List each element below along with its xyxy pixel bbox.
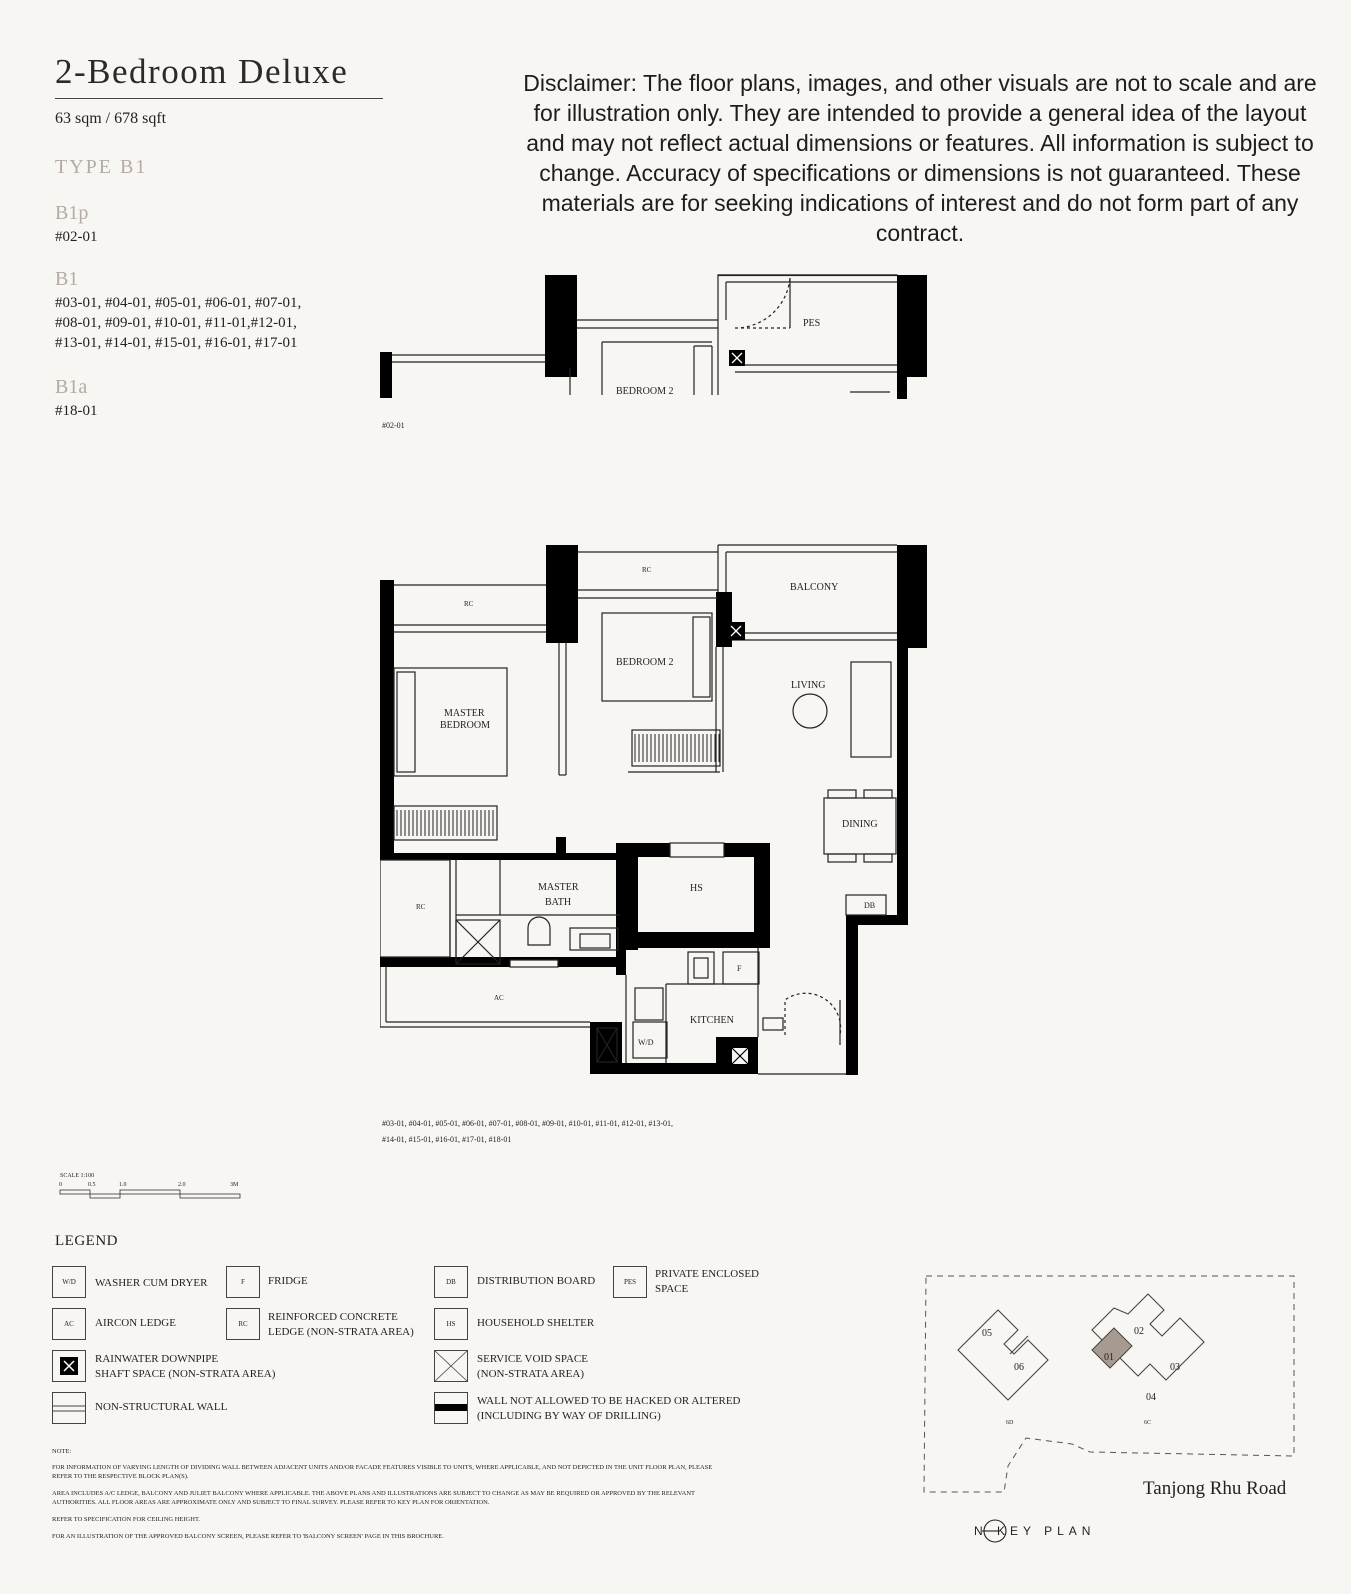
scale-tick: 1.0 bbox=[119, 1182, 127, 1188]
legend-pes-icon: PES bbox=[613, 1266, 647, 1298]
room-label-db: DB bbox=[864, 901, 876, 910]
room-label-kitchen: KITCHEN bbox=[690, 1015, 734, 1026]
legend-rc-icon: RC bbox=[226, 1308, 260, 1340]
room-label-washer-dryer: W/D bbox=[638, 1038, 654, 1047]
variant-name: B1p bbox=[55, 202, 89, 224]
variant-units: #18-01 bbox=[55, 403, 98, 419]
room-label-dining: DINING bbox=[842, 819, 878, 830]
note-line: REFER TO SPECIFICATION FOR CEILING HEIGHT. bbox=[52, 1516, 201, 1523]
legend-label: SPACE bbox=[655, 1283, 689, 1295]
legend-label: AIRCON LEDGE bbox=[95, 1317, 176, 1329]
road-label: Tanjong Rhu Road bbox=[1143, 1478, 1287, 1499]
page-title: 2-Bedroom Deluxe bbox=[55, 52, 349, 91]
legend-fridge-icon: F bbox=[226, 1266, 260, 1298]
room-label-balcony: BALCONY bbox=[790, 582, 839, 593]
legend-label: PRIVATE ENCLOSED bbox=[655, 1268, 760, 1280]
keyplan-unit-label: 04 bbox=[1146, 1392, 1156, 1403]
legend-label: REINFORCED CONCRETE bbox=[268, 1311, 398, 1323]
floor-plan-b1 bbox=[380, 540, 940, 1140]
variant-units: #13-01, #14-01, #15-01, #16-01, #17-01 bbox=[55, 335, 298, 351]
keyplan-unit-label: 06 bbox=[1014, 1362, 1024, 1373]
legend-nonstructural-wall-icon bbox=[52, 1392, 86, 1424]
room-label-master-bath: MASTER bbox=[538, 882, 579, 893]
floor-plan-b1p bbox=[380, 270, 940, 440]
legend-ac-icon: AC bbox=[52, 1308, 86, 1340]
room-label-bedroom2: BEDROOM 2 bbox=[616, 657, 674, 668]
note-line: FOR AN ILLUSTRATION OF THE APPROVED BALCONY SCREEN, PLEASE REFER TO 'BALCONY SCREEN' PAGE IN THIS BROCHURE. bbox=[52, 1533, 444, 1540]
legend-label: (NON-STRATA AREA) bbox=[477, 1368, 584, 1380]
legend-label: NON-STRUCTURAL WALL bbox=[95, 1401, 228, 1413]
variant-units: #03-01, #04-01, #05-01, #06-01, #07-01, bbox=[55, 295, 302, 311]
keyplan-unit-label: 02 bbox=[1134, 1326, 1144, 1337]
legend-label: LEDGE (NON-STRATA AREA) bbox=[268, 1326, 414, 1338]
variant-name: B1 bbox=[55, 268, 79, 290]
room-label-hs: HS bbox=[690, 883, 703, 894]
scale-tick: 0 bbox=[59, 1182, 62, 1188]
title-divider bbox=[55, 98, 383, 99]
legend-downpipe-icon bbox=[52, 1350, 86, 1382]
legend-title: LEGEND bbox=[55, 1233, 118, 1249]
key-plan bbox=[918, 1270, 1303, 1500]
room-label-rc: RC bbox=[416, 903, 426, 911]
scale-label: SCALE 1:100 bbox=[60, 1173, 95, 1179]
keyplan-unit-label: 03 bbox=[1170, 1362, 1180, 1373]
north-label: N bbox=[974, 1524, 983, 1538]
legend-label: RAINWATER DOWNPIPE bbox=[95, 1353, 219, 1365]
scale-tick: 0.5 bbox=[88, 1182, 96, 1188]
legend-label: (INCLUDING BY WAY OF DRILLING) bbox=[477, 1410, 661, 1422]
legend-hs-icon: HS bbox=[434, 1308, 468, 1340]
key-plan-label: KEY PLAN bbox=[997, 1524, 1096, 1538]
room-label-pes: PES bbox=[803, 318, 821, 329]
legend-db-icon: DB bbox=[434, 1266, 468, 1298]
room-label-living: LIVING bbox=[791, 680, 826, 691]
room-label-master-bedroom: BEDROOM bbox=[440, 720, 491, 731]
plan-caption: #14-01, #15-01, #16-01, #17-01, #18-01 bbox=[382, 1135, 512, 1144]
keyplan-block-label: 6C bbox=[1144, 1420, 1152, 1426]
scale-tick: 3M bbox=[230, 1182, 239, 1188]
room-label-rc: RC bbox=[464, 600, 474, 608]
unit-area: 63 sqm / 678 sqft bbox=[55, 110, 167, 127]
legend-label: WASHER CUM DRYER bbox=[95, 1277, 208, 1289]
legend-wd-icon: W/D bbox=[52, 1266, 86, 1298]
legend-label: SERVICE VOID SPACE bbox=[477, 1353, 588, 1365]
scale-bar bbox=[58, 1170, 258, 1204]
note-line: AREA INCLUDES A/C LEDGE, BALCONY AND JULIET BALCONY WHERE APPLICABLE. THE ABOVE PLANS AND ILLUSTRATIONS ARE SUBJECT TO CHANGE AS MAY BE REQUIRED OR APPROVED BY THE RELEVANT AUTHORITIES. ALL FLOOR AREAS ARE APPROXIMATE ONLY AND SUBJECT TO FINAL SURVEY. PLEASE REFER TO KEY PLAN FOR ORIENTATION. bbox=[52, 1490, 695, 1506]
plan-caption: #02-01 bbox=[382, 421, 405, 430]
room-label-master-bedroom: MASTER bbox=[444, 708, 485, 719]
room-label-ac: AC bbox=[494, 994, 504, 1002]
room-label-bedroom2: BEDROOM 2 bbox=[616, 386, 674, 397]
plan-caption: #03-01, #04-01, #05-01, #06-01, #07-01, #08-01, #09-01, #10-01, #11-01, #12-01, #13-01, bbox=[382, 1119, 674, 1128]
keyplan-block-label: 6D bbox=[1006, 1420, 1014, 1426]
disclaimer-text: Disclaimer: The floor plans, images, and other visuals are not to scale and are for illustration only. They are intended to provide a general idea of the layout and may not reflect actual dimensions or features. All information is subject to change. Accuracy of specifications or dimensions is not guaranteed. These materials are for seeking indications of interest and do not form part of any contract. bbox=[523, 70, 1317, 246]
legend-structural-wall-icon bbox=[434, 1392, 468, 1424]
scale-tick: 2.0 bbox=[178, 1182, 186, 1188]
legend-label: DISTRIBUTION BOARD bbox=[477, 1275, 596, 1287]
notes-heading: NOTE: bbox=[52, 1448, 72, 1455]
note-line: FOR INFORMATION OF VARYING LENGTH OF DIVIDING WALL BETWEEN ADJACENT UNITS AND/OR FACADE FEATURES VISIBLE TO UNITS, WHERE APPLICABLE, AND NOT DEPICTED IN THE UNIT FLOOR PLAN, PLEASE REFER TO THE RESPECTIVE BLOCK PLAN(S). bbox=[52, 1464, 713, 1480]
legend-void-icon bbox=[434, 1350, 468, 1382]
keyplan-unit-label: 05 bbox=[982, 1328, 992, 1339]
legend-label: FRIDGE bbox=[268, 1275, 308, 1287]
unit-type: TYPE B1 bbox=[55, 156, 148, 178]
variant-name: B1a bbox=[55, 376, 88, 398]
variant-units: #08-01, #09-01, #10-01, #11-01,#12-01, bbox=[55, 315, 297, 331]
legend-label: SHAFT SPACE (NON-STRATA AREA) bbox=[95, 1368, 276, 1380]
room-label-fridge: F bbox=[737, 964, 742, 973]
room-label-master-bath: BATH bbox=[545, 897, 572, 908]
legend-label: HOUSEHOLD SHELTER bbox=[477, 1317, 595, 1329]
variant-units: #02-01 bbox=[55, 229, 98, 245]
room-label-rc: RC bbox=[642, 566, 652, 574]
keyplan-unit-label: 01 bbox=[1104, 1352, 1114, 1363]
legend-label: WALL NOT ALLOWED TO BE HACKED OR ALTERED bbox=[477, 1395, 741, 1407]
